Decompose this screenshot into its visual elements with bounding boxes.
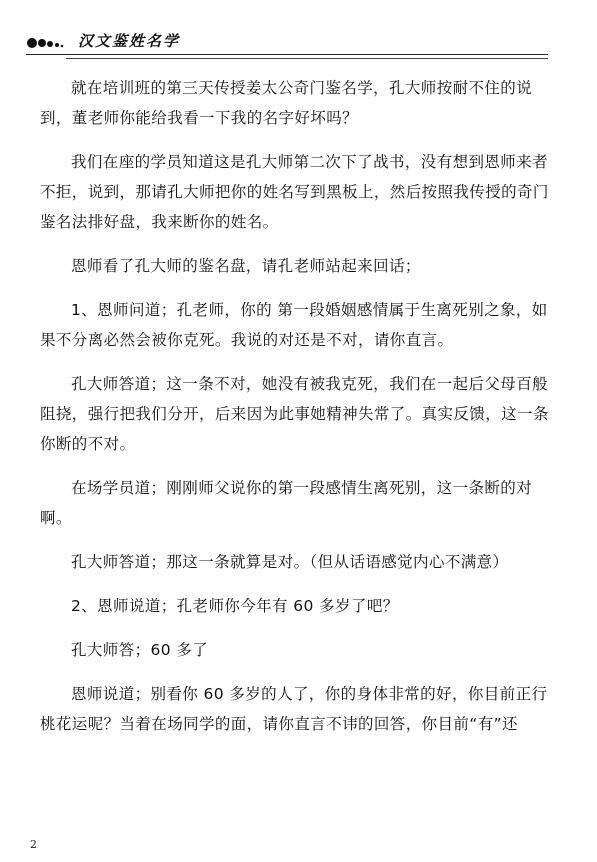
paragraph: 孔大师答道；那这一条就算是对。（但从话语感觉内心不满意） bbox=[71, 553, 509, 571]
paragraph: 在场学员道；刚刚师父说你的第一段感情生离死别，这一条断的对啊。 bbox=[40, 479, 533, 527]
paragraph: 就在培训班的第三天传授姜太公奇门鉴名学，孔大师按耐不住的说到，董老师你能给我看一下我的名字好坏吗？ bbox=[40, 79, 533, 127]
header-ornament-icon bbox=[26, 34, 74, 50]
paragraph: 恩师看了孔大师的鉴名盘，请孔老师站起来回话； bbox=[71, 257, 421, 275]
paragraph: 孔大师答；60 多了 bbox=[71, 641, 209, 659]
paragraph: 恩师说道；别看你 60 多岁的人了，你的身体非常的好，你目前正行桃花运呢？当着在场同学的面，请你直言不讳的回答，你目前“有”还 bbox=[40, 685, 548, 733]
paragraph: 2、恩师说道；孔老师你今年有 60 多岁了吧？ bbox=[71, 597, 399, 615]
paragraph: 我们在座的学员知道这是孔大师第二次下了战书，没有想到恩师来者不拒，说到，那请孔大师把你的姓名写到黑板上，然后按照我传授的奇门鉴名法排好盘，我来断你的姓名。 bbox=[40, 153, 549, 231]
body-text bbox=[40, 73, 552, 739]
paragraph: 孔大师答道；这一条不对，她没有被我克死，我们在一起后父母百般阻挠，强行把我们分开，后来因为此事她精神失常了。真实反馈，这一条你断的不对。 bbox=[40, 375, 549, 453]
page-header bbox=[26, 30, 546, 66]
header-rule bbox=[26, 54, 548, 55]
page-number: 2 bbox=[30, 838, 37, 851]
header-rule-secondary bbox=[66, 58, 548, 59]
paragraph: 1、恩师问道；孔老师，你的 第一段婚姻感情属于生离死别之象，如果不分离必然会被你克死。我说的对还是不对，请你直言。 bbox=[40, 301, 548, 349]
header-title: 汉文鉴姓名学 bbox=[78, 32, 181, 50]
